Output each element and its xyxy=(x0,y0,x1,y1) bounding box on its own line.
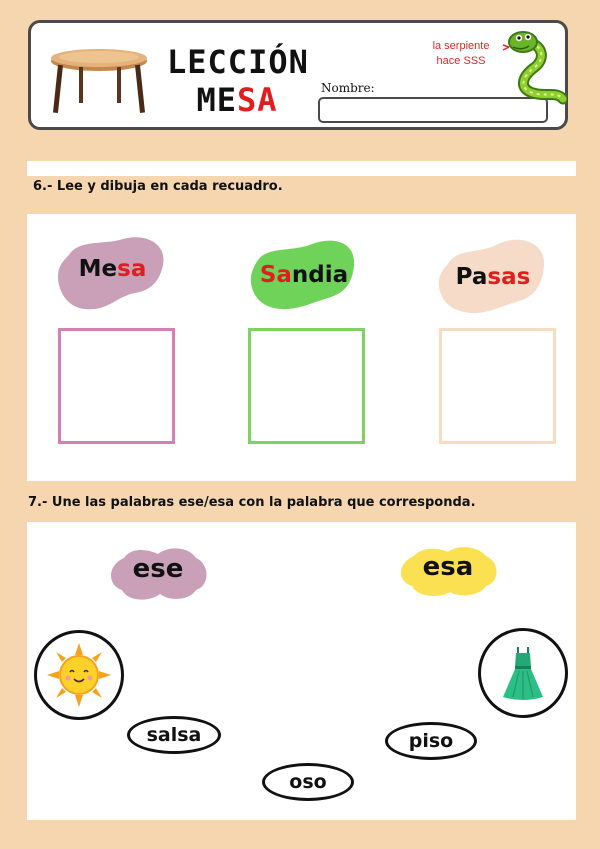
dress-picture-circle[interactable] xyxy=(478,628,568,718)
word-sandia-highlight: Sa xyxy=(259,262,292,288)
snake-caption xyxy=(411,39,511,69)
sun-picture-circle[interactable] xyxy=(34,630,124,720)
word-pasas-before: Pa xyxy=(455,264,488,290)
word-pasas xyxy=(436,264,550,290)
name-label: Nombre: xyxy=(321,81,375,95)
word-esa: esa xyxy=(422,552,474,582)
word-mesa xyxy=(55,256,170,282)
sun-icon xyxy=(37,633,121,717)
word-oval-oso[interactable]: oso xyxy=(262,763,354,801)
word-pasas-highlight: sas xyxy=(487,264,531,290)
word-oval-piso[interactable]: piso xyxy=(385,722,477,760)
word-oval-salsa[interactable]: salsa xyxy=(127,716,221,754)
draw-box-sandia[interactable] xyxy=(248,328,365,444)
title-prefix: ME xyxy=(196,81,237,119)
title-highlight: SA xyxy=(237,81,278,119)
section-6-instruction: 6.- Lee y dibuja en cada recuadro. xyxy=(33,179,283,194)
word-ese: ese xyxy=(132,554,184,584)
word-sandia xyxy=(248,262,360,288)
word-sandia-after: ndia xyxy=(291,262,349,288)
word-mesa-highlight: sa xyxy=(117,256,147,282)
snake-caption-line2: hace SSS xyxy=(436,55,486,67)
draw-box-mesa[interactable] xyxy=(58,328,175,444)
table-icon xyxy=(47,43,151,115)
snake-caption-line1: la serpiente xyxy=(432,40,490,52)
lesson-header xyxy=(28,20,568,130)
draw-box-pasas[interactable] xyxy=(439,328,556,444)
section-7-instruction: 7.- Une las palabras ese/esa con la palabra que corresponda. xyxy=(28,495,476,510)
dress-icon xyxy=(481,631,565,715)
lesson-title-line2 xyxy=(167,81,307,119)
snake-icon xyxy=(501,27,567,107)
word-mesa-before: Me xyxy=(78,256,118,282)
lesson-title-line1: LECCIÓN xyxy=(167,43,309,81)
